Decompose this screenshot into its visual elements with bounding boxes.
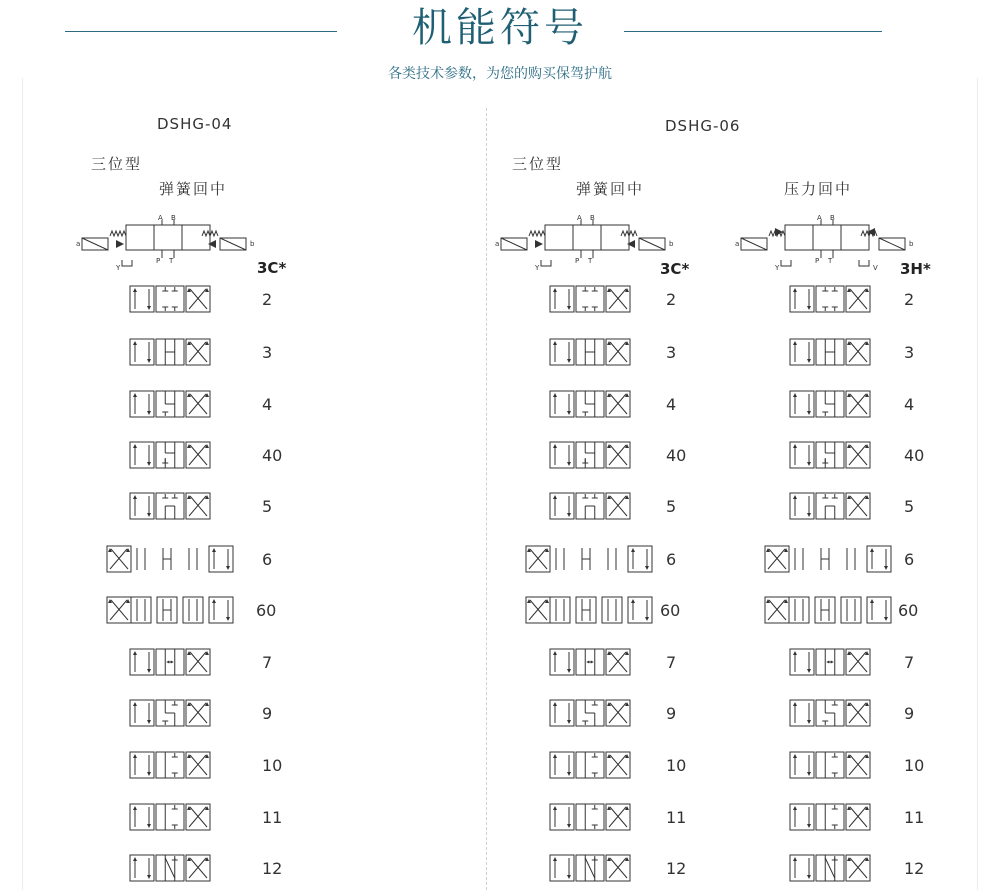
symbol-left-7 xyxy=(130,649,212,677)
symbol-right-9 xyxy=(790,700,872,728)
code-label-mid-6: 6 xyxy=(666,550,677,569)
port-V-label: V xyxy=(873,264,878,272)
port-T-label: T xyxy=(169,257,174,265)
code-label-left-12: 12 xyxy=(262,859,283,878)
port-A-label: A xyxy=(817,214,822,222)
symbol-mid-10 xyxy=(550,752,632,780)
symbol-mid-12 xyxy=(550,855,632,883)
type-label-right: 三位型 xyxy=(512,155,564,173)
symbol-mid-5 xyxy=(550,493,632,521)
code-label-left-4: 4 xyxy=(262,395,273,414)
symbol-left-12 xyxy=(130,855,212,883)
symbol-mid-4 xyxy=(550,391,632,419)
symbol-right-10 xyxy=(790,752,872,780)
port-P-label: P xyxy=(815,257,820,265)
code-label-mid-11: 11 xyxy=(666,808,687,827)
symbol-right-40 xyxy=(790,442,872,470)
code-label-right-7: 7 xyxy=(904,653,915,672)
port-P-label: P xyxy=(575,257,580,265)
symbol-right-3 xyxy=(790,339,872,367)
symbol-right-11 xyxy=(790,804,872,832)
port-T-label: T xyxy=(588,257,593,265)
code-label-left-2: 2 xyxy=(262,290,273,309)
port-Y-label: Y xyxy=(535,264,540,272)
symbol-mid-7 xyxy=(550,649,632,677)
left-edge-rule xyxy=(22,78,23,890)
symbol-left-11 xyxy=(130,804,212,832)
port-A-label: A xyxy=(577,214,582,222)
code-label-mid-60: 60 xyxy=(660,601,681,620)
port-B-label: B xyxy=(830,214,835,222)
port-T-label: T xyxy=(828,257,833,265)
port-A-label: A xyxy=(158,214,163,222)
symbol-left-3 xyxy=(130,339,212,367)
symbol-left-60 xyxy=(107,597,237,625)
model-left: DSHG-04 xyxy=(157,115,233,133)
symbol-right-2 xyxy=(790,286,872,314)
code-label-mid-9: 9 xyxy=(666,704,677,723)
code-label-right-6: 6 xyxy=(904,550,915,569)
model-right: DSHG-06 xyxy=(665,117,741,135)
port-Y-label: Y xyxy=(775,264,780,272)
symbol-mid-60 xyxy=(526,597,656,625)
symbol-mid-3 xyxy=(550,339,632,367)
valve-diagram-dshg06-spring xyxy=(495,210,705,275)
symbol-mid-9 xyxy=(550,700,632,728)
port-b-label: b xyxy=(250,240,255,248)
symbol-left-4 xyxy=(130,391,212,419)
column-divider xyxy=(486,108,487,890)
symbol-left-6 xyxy=(107,546,237,574)
code-label-right-2: 2 xyxy=(904,290,915,309)
symbol-left-40 xyxy=(130,442,212,470)
pressure-centered-label: 压力回中 xyxy=(784,180,853,198)
code-label-left-10: 10 xyxy=(262,756,283,775)
code-label-mid-3: 3 xyxy=(666,343,677,362)
code-label-right-4: 4 xyxy=(904,395,915,414)
symbol-left-5 xyxy=(130,493,212,521)
symbol-right-6 xyxy=(765,546,895,574)
code-label-mid-12: 12 xyxy=(666,859,687,878)
symbol-left-10 xyxy=(130,752,212,780)
symbol-right-5 xyxy=(790,493,872,521)
symbol-right-4 xyxy=(790,391,872,419)
code-label-right-60: 60 xyxy=(898,601,919,620)
code-label-mid-5: 5 xyxy=(666,497,677,516)
code-label-mid-2: 2 xyxy=(666,290,677,309)
main-code-right-spring: 3C* xyxy=(660,260,690,278)
code-label-left-7: 7 xyxy=(262,653,273,672)
port-a-label: a xyxy=(76,240,81,248)
port-Y-label: Y xyxy=(116,264,121,272)
port-a-label: a xyxy=(735,240,740,248)
port-b-label: b xyxy=(669,240,674,248)
code-label-mid-7: 7 xyxy=(666,653,677,672)
code-label-mid-4: 4 xyxy=(666,395,677,414)
port-B-label: B xyxy=(590,214,595,222)
code-label-right-10: 10 xyxy=(904,756,925,775)
symbol-mid-11 xyxy=(550,804,632,832)
code-label-right-9: 9 xyxy=(904,704,915,723)
right-edge-rule xyxy=(977,78,978,890)
spring-centered-label-right: 弹簧回中 xyxy=(576,180,645,198)
port-B-label: B xyxy=(171,214,176,222)
code-label-right-3: 3 xyxy=(904,343,915,362)
type-label-left: 三位型 xyxy=(91,155,143,173)
code-label-left-5: 5 xyxy=(262,497,273,516)
code-label-right-11: 11 xyxy=(904,808,925,827)
main-code-right-pressure: 3H* xyxy=(900,260,931,278)
code-label-left-6: 6 xyxy=(262,550,273,569)
page-subtitle: 各类技术参数，为您的购买保驾护航 xyxy=(388,66,612,82)
main-code-left: 3C* xyxy=(257,259,287,277)
code-label-left-11: 11 xyxy=(262,808,283,827)
code-label-left-9: 9 xyxy=(262,704,273,723)
code-label-left-3: 3 xyxy=(262,343,273,362)
code-label-left-40: 40 xyxy=(262,446,283,465)
symbol-right-60 xyxy=(765,597,895,625)
code-label-right-5: 5 xyxy=(904,497,915,516)
symbol-left-2 xyxy=(130,286,212,314)
symbol-mid-40 xyxy=(550,442,632,470)
symbol-mid-6 xyxy=(526,546,656,574)
valve-diagram-dshg04 xyxy=(76,210,286,275)
port-a-label: a xyxy=(495,240,500,248)
code-label-mid-40: 40 xyxy=(666,446,687,465)
valve-diagram-dshg06-pressure xyxy=(735,210,945,275)
code-label-left-60: 60 xyxy=(256,601,277,620)
code-label-right-12: 12 xyxy=(904,859,925,878)
port-b-label: b xyxy=(909,240,914,248)
page-title: 机能符号 xyxy=(412,5,588,51)
symbol-right-12 xyxy=(790,855,872,883)
symbol-right-7 xyxy=(790,649,872,677)
spring-centered-label-left: 弹簧回中 xyxy=(159,180,228,198)
port-P-label: P xyxy=(156,257,161,265)
symbol-left-9 xyxy=(130,700,212,728)
code-label-mid-10: 10 xyxy=(666,756,687,775)
code-label-right-40: 40 xyxy=(904,446,925,465)
symbol-mid-2 xyxy=(550,286,632,314)
